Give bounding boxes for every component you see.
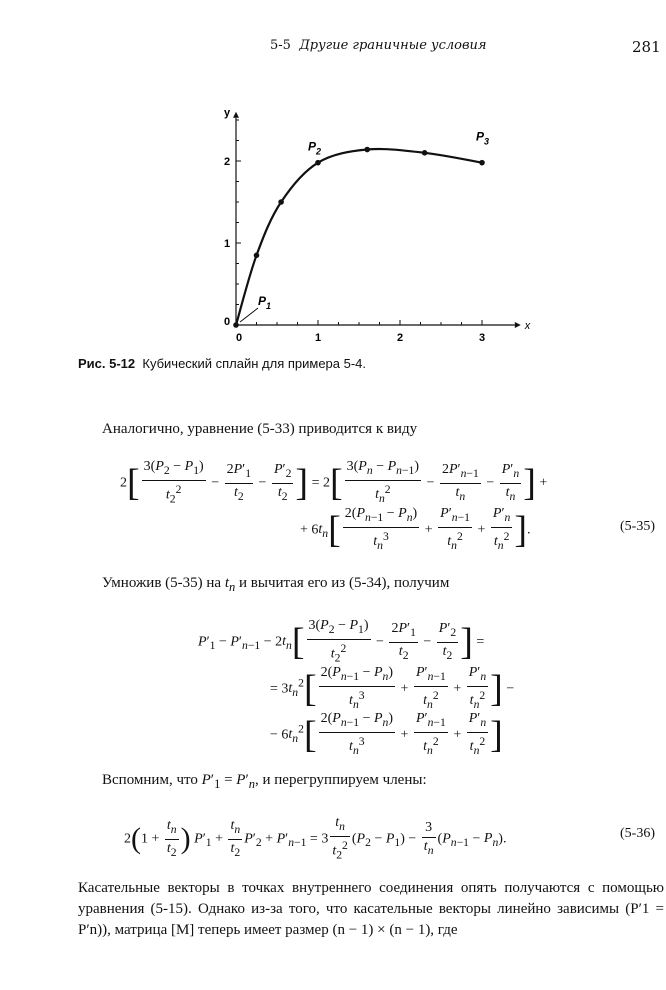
section-title: Другие граничные условия — [299, 38, 487, 53]
equation-5-36: 2(1 + $\frac{t_n}{t_2}$ ) $P'_1$ + $\frac{t_n}{t_2}$ $P'_2 + P'_{n-1} = 3$ $\frac{t_n}{t_2^2}$ $(P_2 - P_1)$ − $\frac{3}{t_n}$ $(P_{n-1} - P_n)$. — [124, 815, 507, 862]
paragraph-1: Аналогично, уравнение (5-33) приводится к виду — [102, 421, 418, 437]
y-tick-label: 0 — [224, 316, 231, 328]
x-axis-arrow — [515, 322, 521, 328]
paragraph-4: Касательные векторы в точках внутреннего соединения опять получаются с помощью уравнения (5-15). Однако из-за того, что касательные векторы линейно зависимы (P′1 = P′n)), матрица [M] теперь имеет размер (n − 1) × (n − 1), где — [78, 880, 664, 938]
equation-derivation-line1: $P'_1 - P'_{n-1} - 2t_n$[ $\frac{3(P_2 - P_1)}{t_2^2}$ − $\frac{2P'_1}{t_2}$ − $\frac{P'_2}{t_2}$ ] = — [198, 618, 485, 665]
equation-derivation-line2: = $3t_n^2$[ $\frac{2(P_{n-1} - P_n)}{t_n^3}$ + $\frac{P'_{n-1}}{t_n^2}$ + $\frac{P'_n}{t_n^2}$ ] − — [270, 665, 515, 712]
paragraph-3-end: , и перегруппируем члены: — [254, 772, 427, 788]
point-label-p2: $P_2$ — [308, 139, 322, 157]
paragraph-2-start: Умножив (5-35) на — [102, 575, 222, 591]
page-number: 281 — [632, 38, 661, 56]
x-tick-label: 3 — [479, 332, 486, 344]
data-point — [315, 160, 321, 166]
data-point — [479, 160, 485, 166]
equation-5-36-number: (5-36) — [620, 826, 655, 841]
spline-curve — [236, 149, 482, 325]
equation-5-35-number: (5-35) — [620, 519, 655, 534]
data-point — [422, 150, 428, 156]
paragraph-3-start: Вспомним, что — [102, 772, 198, 788]
p1-leader-line — [240, 308, 258, 322]
y-axis-arrow — [233, 112, 239, 118]
x-tick-label: 2 — [397, 332, 404, 344]
section-number: 5-5 — [270, 38, 291, 53]
y-axis-label: y — [224, 106, 231, 119]
figure-caption — [78, 356, 366, 371]
caption-text: Кубический сплайн для примера 5-4. — [142, 356, 367, 371]
running-header — [270, 38, 487, 53]
chart-marks — [233, 130, 489, 328]
paragraph-2: Умножив (5-35) на $t_n$ и вычитая его из (5-34), получим — [102, 575, 450, 594]
data-point — [364, 147, 370, 153]
data-point — [254, 253, 260, 259]
paragraph-2-end: и вычитая его из (5-34), получим — [239, 575, 450, 591]
x-axis-label: x — [524, 320, 531, 332]
point-label-p3: $P_3$ — [476, 129, 490, 147]
equation-5-35-line2: + $6t_n$[ $\frac{2(P_{n-1} - P_n)}{t_n^3}$ + $\frac{P'_{n-1}}{t_n^2}$ + $\frac{P'_n}{t_n^2}$ ]. — [300, 506, 531, 553]
point-label-p1: $P_1$ — [258, 294, 272, 311]
equation-derivation-line3: − $6t_n^2$[ $\frac{2(P_{n-1} - P_n)}{t_n^3}$ + $\frac{P'_{n-1}}{t_n^2}$ + $\frac{P'_n}{t_n^2}$ ] — [270, 711, 503, 758]
y-tick-label: 1 — [224, 238, 231, 250]
equation-5-35-line1: 2[ $\frac{3(P_2 - P_1)}{t_2^2}$ − $\frac{2P'_1}{t_2}$ − $\frac{P'_2}{t_2}$ ] = 2[ $\frac{3(P_n - P_{n-1})}{t_n^2}$ − $\frac{2P'_{n-1}}{t_n}$ − $\frac{P'_n}{t_n}$ ] + — [120, 459, 548, 506]
x-tick-label: 1 — [315, 332, 322, 344]
caption-label: Рис. 5-12 — [78, 356, 136, 371]
y-tick-label: 2 — [224, 156, 231, 168]
spline-chart — [200, 70, 540, 360]
x-tick-label: 0 — [236, 332, 243, 344]
data-point — [233, 322, 239, 328]
paragraph-3: Вспомним, что $P'_1 = P'_n$, и перегруппируем члены: — [102, 772, 427, 791]
data-point — [278, 199, 284, 205]
